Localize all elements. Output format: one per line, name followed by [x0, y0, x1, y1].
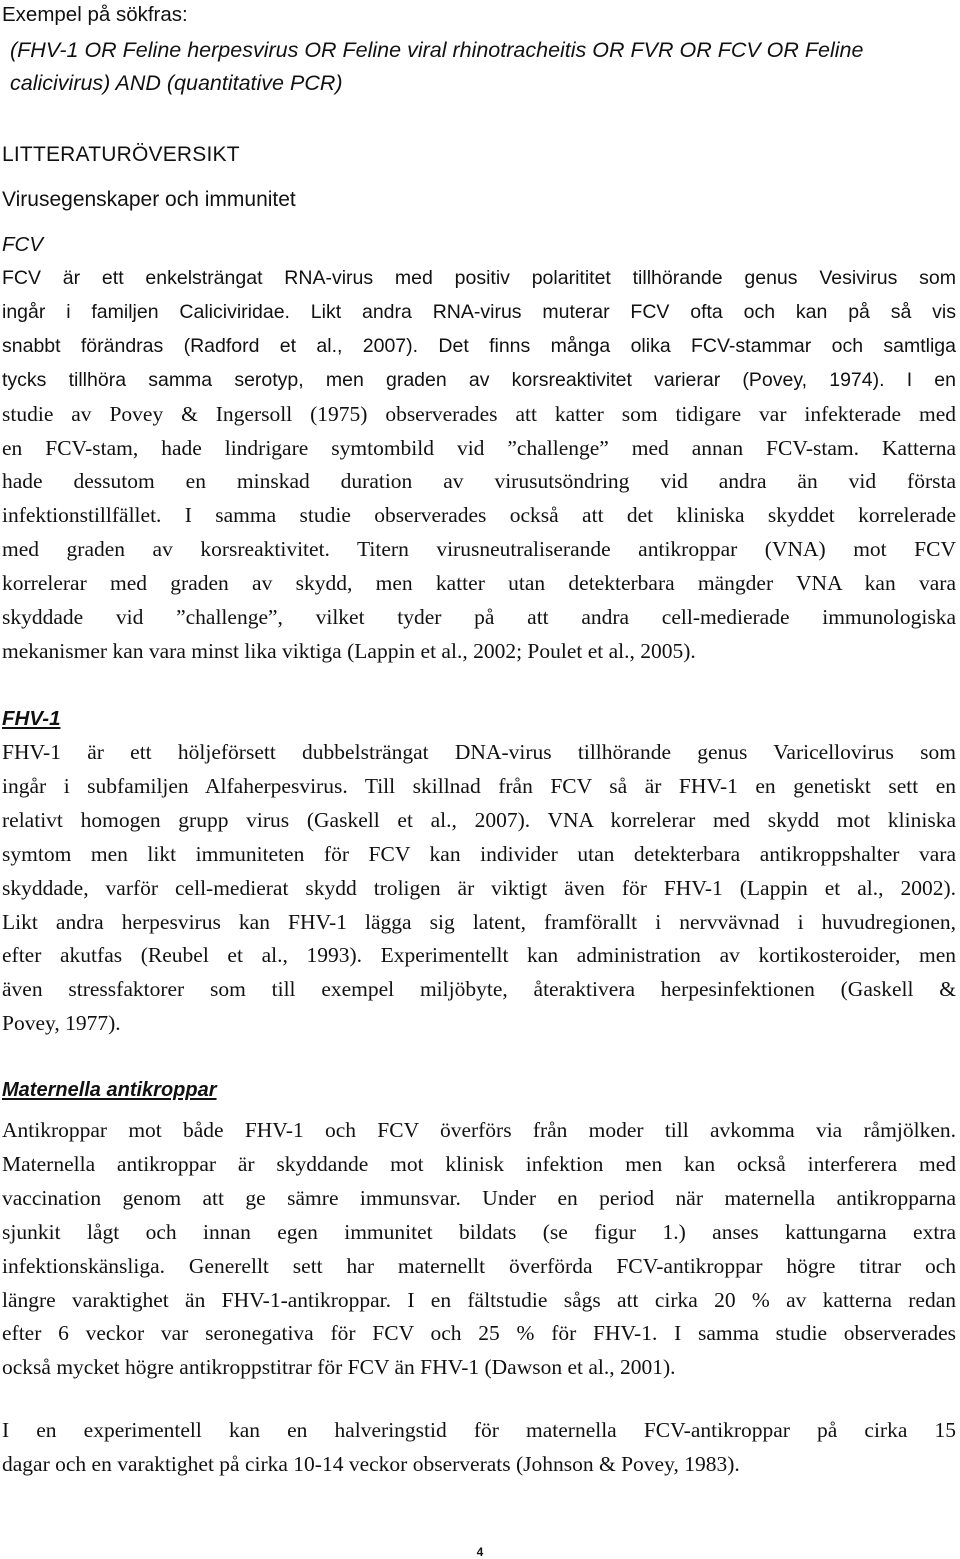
paragraph-line: efter 6 veckor var seronegativa för FCV och 25 % för FHV-1. I samma studie observerades [2, 1321, 956, 1346]
paragraph-line: relativt homogen grupp virus (Gaskell et al., 2007). VNA korrelerar med skydd mot kliniska [2, 807, 956, 832]
paragraph-line: I en experimentell kan en halveringstid för maternella FCV-antikroppar på cirka 15 [2, 1418, 956, 1442]
search-query-line: calicivirus) AND (quantitative PCR) [10, 71, 343, 95]
paragraph-line: FCV är ett enkelsträngat RNA-virus med positiv polarititet tillhörande genus Vesivirus som [2, 267, 956, 289]
subheading-maternal-antibodies: Maternella antikroppar [2, 1079, 217, 1101]
paragraph-line: Povey, 1977). [2, 1011, 121, 1036]
paragraph-line: ingår i familjen Caliciviridae. Likt andra RNA-virus muterar FCV ofta och kan på så vis [2, 300, 956, 323]
paragraph-line: snabbt förändras (Radford et al., 2007). Det finns många olika FCV-stammar och samtliga [2, 334, 956, 357]
paragraph-half-life [2, 1414, 956, 1482]
paragraph-line: skyddade vid ”challenge”, vilket tyder på att andra cell-medierade immunologiska [2, 605, 956, 630]
paragraph-line: Antikroppar mot både FHV-1 och FCV överförs från moder till avkomma via råmjölken. [2, 1118, 956, 1142]
subsection-heading-virus-properties: Virusegenskaper och immunitet [2, 188, 296, 211]
paragraph-line: hade dessutom en minskad duration av virusutsöndring vid andra än vid första [2, 469, 956, 494]
paragraph-line: längre varaktighet än FHV-1-antikroppar. I en fältstudie sågs att cirka 20 % av katterna redan [2, 1287, 956, 1312]
paragraph-line: korrelerar med graden av skydd, men katter utan detekterbara mängder VNA kan vara [2, 571, 956, 596]
subheading-fhv-1: FHV-1 [2, 707, 61, 730]
paragraph-line: skyddade, varför cell-medierat skydd troligen är viktigt även för FHV-1 (Lappin et al., 2002). [2, 875, 956, 900]
paragraph-line: Likt andra herpesvirus kan FHV-1 lägga sig latent, framförallt i nervvävnad i huvudregionen, [2, 909, 956, 934]
paragraph-line: efter akutfas (Reubel et al., 1993). Experimentellt kan administration av kortikosteroider, men [2, 943, 956, 968]
search-query-line: (FHV-1 OR Feline herpesvirus OR Feline viral rhinotracheitis OR FVR OR FCV OR Feline [10, 38, 864, 62]
paragraph-fcv [2, 262, 956, 669]
paragraph-line: Maternella antikroppar är skyddande mot klinisk infektion men kan också interferera med [2, 1151, 956, 1176]
paragraph-line: mekanismer kan vara minst lika viktiga (Lappin et al., 2002; Poulet et al., 2005). [2, 638, 696, 663]
paragraph-line: ingår i subfamiljen Alfaherpesvirus. Till skillnad från FCV så är FHV-1 en genetiskt sett en [2, 773, 956, 798]
search-query [10, 34, 940, 100]
paragraph-line: också mycket högre antikroppstitrar för FCV än FHV-1 (Dawson et al., 2001). [2, 1355, 676, 1380]
paragraph-line: symtom men likt immuniteten för FCV kan individer utan detekterbara antikroppshalter vara [2, 841, 956, 866]
paragraph-fhv-1 [2, 736, 956, 1041]
paragraph-line: med graden av korsreaktivitet. Titern virusneutraliserande antikroppar (VNA) mot FCV [2, 537, 956, 562]
page-number: 4 [476, 1545, 484, 1559]
paragraph-line: vaccination genom att ge sämre immunsvar. Under en period när maternella antikropparna [2, 1185, 956, 1210]
paragraph-line: även stressfaktorer som till exempel miljöbyte, återaktivera herpesinfektionen (Gaskell & [2, 977, 956, 1002]
paragraph-line: tycks tillhöra samma serotyp, men graden av korsreaktivitet varierar (Povey, 1974). I en [2, 368, 956, 391]
paragraph-line: infektionskänsliga. Generellt sett har maternellt överförda FCV-antikroppar högre titrar och [2, 1253, 956, 1278]
paragraph-line: sjunkit lågt och innan egen immunitet bildats (se figur 1.) anses kattungarna extra [2, 1219, 956, 1244]
paragraph-maternal-antibodies [2, 1114, 956, 1385]
paragraph-line: infektionstillfället. I samma studie observerades också att det kliniska skyddet korrelerade [2, 503, 956, 528]
paragraph-line: dagar och en varaktighet på cirka 10-14 veckor observerats (Johnson & Povey, 1983). [2, 1451, 740, 1476]
section-heading-literature-review: LITTERATURÖVERSIKT [2, 143, 240, 166]
paragraph-line: FHV-1 är ett höljeförsett dubbelsträngat DNA-virus tillhörande genus Varicellovirus som [2, 740, 956, 764]
search-example-label: Exempel på sökfras: [2, 3, 188, 26]
paragraph-line: en FCV-stam, hade lindrigare symtombild vid ”challenge” med annan FCV-stam. Katterna [2, 435, 956, 460]
subheading-fcv: FCV [2, 233, 43, 256]
paragraph-line: studie av Povey & Ingersoll (1975) observerades att katter som tidigare var infekterade med [2, 401, 956, 426]
